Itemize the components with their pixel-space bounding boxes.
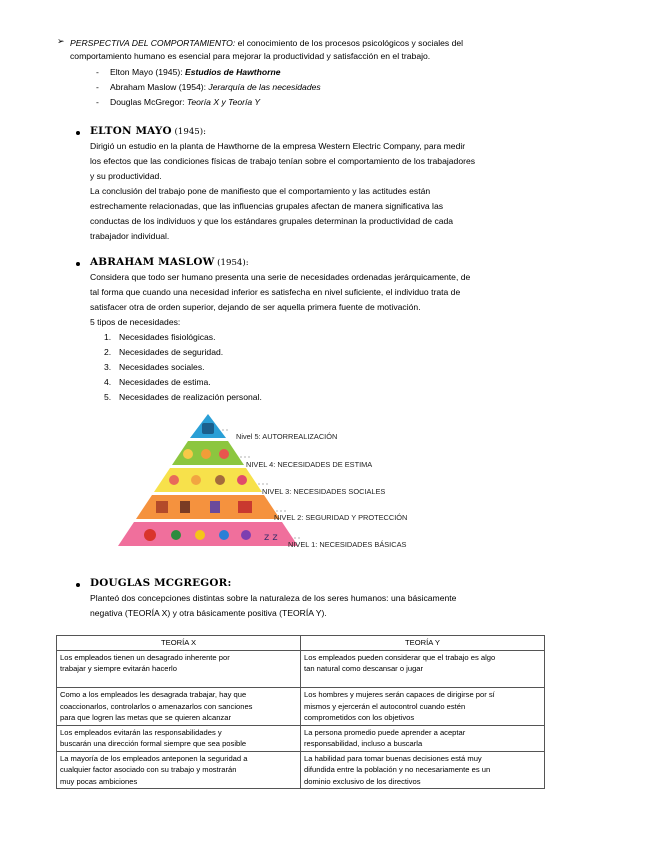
table-cell-y: Los hombres y mujeres serán capaces de dirigirse por sí mismos y ejercerán el autocontrol cuando estén comprometidos con los objetivos bbox=[301, 688, 545, 726]
money-icon bbox=[238, 501, 252, 513]
needs-item: Necesidades sociales. bbox=[119, 362, 205, 372]
table-cell-x: Como a los empleados les desagrada trabajar, hay que coaccionarlos, controlarlos o amenazarlos con sanciones para que logren las metas que se quieren alcanzar bbox=[57, 688, 301, 726]
mcgregor-heading: DOUGLAS MCGREGOR: bbox=[90, 577, 232, 589]
needs-number: 2. bbox=[104, 347, 112, 357]
friends-icon bbox=[169, 475, 179, 485]
maslow-heading: ABRAHAM MASLOW (1954): bbox=[90, 256, 249, 268]
maslow-line: Considera que todo ser humano presenta una serie de necesidades ordenadas jerárquicamente, de bbox=[90, 272, 471, 282]
arrow-bullet-icon: ➢ bbox=[57, 36, 65, 46]
lock-icon bbox=[180, 501, 190, 513]
mayo-line: estrechamente relacionadas, que las influencias grupales afectan de manera significativa las bbox=[90, 201, 444, 211]
table-cell-y: La persona promedio puede aprender a aceptar responsabilidad, incluso a buscarla bbox=[301, 725, 545, 751]
apple-icon bbox=[171, 530, 181, 540]
house-icon bbox=[156, 501, 168, 513]
shield-icon bbox=[210, 501, 220, 513]
mayo-line: trabajador individual. bbox=[90, 231, 170, 241]
table-cell-x: La mayoría de los empleados anteponen la seguridad a cualquier factor asociado con su trabajo y mostrarán muy pocas ambiciones bbox=[57, 751, 301, 789]
author-item: - bbox=[96, 67, 99, 77]
author-item: - bbox=[96, 97, 99, 107]
mayo-line: y su productividad. bbox=[90, 171, 162, 181]
table-header-theory-y: TEORÍA Y bbox=[301, 636, 545, 651]
mayo-line: La conclusión del trabajo pone de manifiesto que el comportamiento y las actitudes están bbox=[90, 186, 431, 196]
author-item: Douglas McGregor: Teoría X y Teoría Y bbox=[110, 97, 261, 107]
table-row bbox=[57, 650, 545, 688]
needs-number: 5. bbox=[104, 392, 112, 402]
banana-icon bbox=[195, 530, 205, 540]
mayo-line: Dirigió un estudio en la planta de Hawthorne de la empresa Western Electric Company, para medir bbox=[90, 141, 466, 151]
heart-icon bbox=[219, 449, 229, 459]
needs-number: 3. bbox=[104, 362, 112, 372]
intro-line-1 bbox=[70, 37, 463, 49]
needs-item: Necesidades de estima. bbox=[119, 377, 211, 387]
sleep-icon: z z bbox=[264, 532, 278, 543]
author-item: Elton Mayo (1945): Estudios de Hawthorne bbox=[110, 67, 281, 77]
mayo-line: conductas de los individuos y que los estándares grupales determinan la productividad de cada bbox=[90, 216, 454, 226]
table-cell-y: Los empleados pueden considerar que el trabajo es algo tan natural como descansar o jugar bbox=[301, 650, 545, 688]
table-cell-x: Los empleados evitarán las responsabilidades y buscarán una dirección formal siempre que sea posible bbox=[57, 725, 301, 751]
maslow-line: 5 tipos de necesidades: bbox=[90, 317, 181, 327]
medal-icon bbox=[183, 449, 193, 459]
intro-label: PERSPECTIVA DEL COMPORTAMIENTO: bbox=[70, 38, 236, 48]
table-header-theory-x: TEORÍA X bbox=[57, 636, 301, 651]
theory-x-y-table bbox=[56, 635, 545, 789]
pyramid-label-level-2: NIVEL 2: SEGURIDAD Y PROTECCIÓN bbox=[274, 513, 408, 522]
chat-icon bbox=[215, 475, 225, 485]
needs-number: 1. bbox=[104, 332, 112, 342]
needs-item: Necesidades fisiológicas. bbox=[119, 332, 216, 342]
mcgregor-line: negativa (TEORÍA X) y otra básicamente positiva (TEORÍA Y). bbox=[90, 608, 327, 618]
maslow-line: tal forma que cuando una necesidad inferior es satisfecha en nivel suficiente, el individuo trata de bbox=[90, 287, 461, 297]
clothes-icon bbox=[241, 530, 251, 540]
family-icon bbox=[191, 475, 201, 485]
needs-item: Necesidades de realización personal. bbox=[119, 392, 262, 402]
needs-item: Necesidades de seguridad. bbox=[119, 347, 224, 357]
intro-line-2: comportamiento humano es esencial para mejorar la productividad y satisfacción en el trabajo. bbox=[70, 51, 431, 61]
needs-number: 4. bbox=[104, 377, 112, 387]
intro-text-1: el conocimiento de los procesos psicológicos y sociales del bbox=[235, 38, 464, 48]
mayo-line: los efectos que las condiciones físicas de trabajo tenían sobre el comportamiento de los trabajadores bbox=[90, 156, 476, 166]
table-row bbox=[57, 688, 545, 726]
trophy-icon bbox=[202, 423, 214, 434]
author-item: - bbox=[96, 82, 99, 92]
table-cell-x: Los empleados tienen un desagrado inherente por trabajar y siempre evitarán hacerlo bbox=[57, 650, 301, 688]
water-icon bbox=[219, 530, 229, 540]
star-icon bbox=[201, 449, 211, 459]
pyramid-label-level-4: NIVEL 4: NECESIDADES DE ESTIMA bbox=[246, 460, 373, 469]
table-row bbox=[57, 725, 545, 751]
pyramid-label-level-1: NIVEL 1: NECESIDADES BÁSICAS bbox=[288, 540, 407, 549]
table-cell-y: La habilidad para tomar buenas decisiones está muy difundida entre la población y no necesariamente es un dominio exclusivo de los directivos bbox=[301, 751, 545, 789]
table-row bbox=[57, 751, 545, 789]
pyramid-label-level-5: Nivel 5: AUTORREALIZACIÓN bbox=[236, 432, 338, 441]
maslow-line: satisfacer otra de orden superior, dejando de ser aquella primera fuente de motivación. bbox=[90, 302, 421, 312]
love-icon bbox=[237, 475, 247, 485]
bullet-dot bbox=[76, 131, 80, 135]
author-item: Abraham Maslow (1954): Jerarquía de las necesidades bbox=[110, 82, 321, 92]
bullet-dot bbox=[76, 583, 80, 587]
mayo-heading: ELTON MAYO (1945): bbox=[90, 125, 206, 137]
mcgregor-line: Planteó dos concepciones distintas sobre la naturaleza de los seres humanos: una básicamente bbox=[90, 593, 457, 603]
pyramid-label-level-3: NIVEL 3: NECESIDADES SOCIALES bbox=[262, 487, 386, 496]
food-icon bbox=[144, 529, 156, 541]
table-header-row bbox=[57, 636, 545, 651]
bullet-dot bbox=[76, 262, 80, 266]
